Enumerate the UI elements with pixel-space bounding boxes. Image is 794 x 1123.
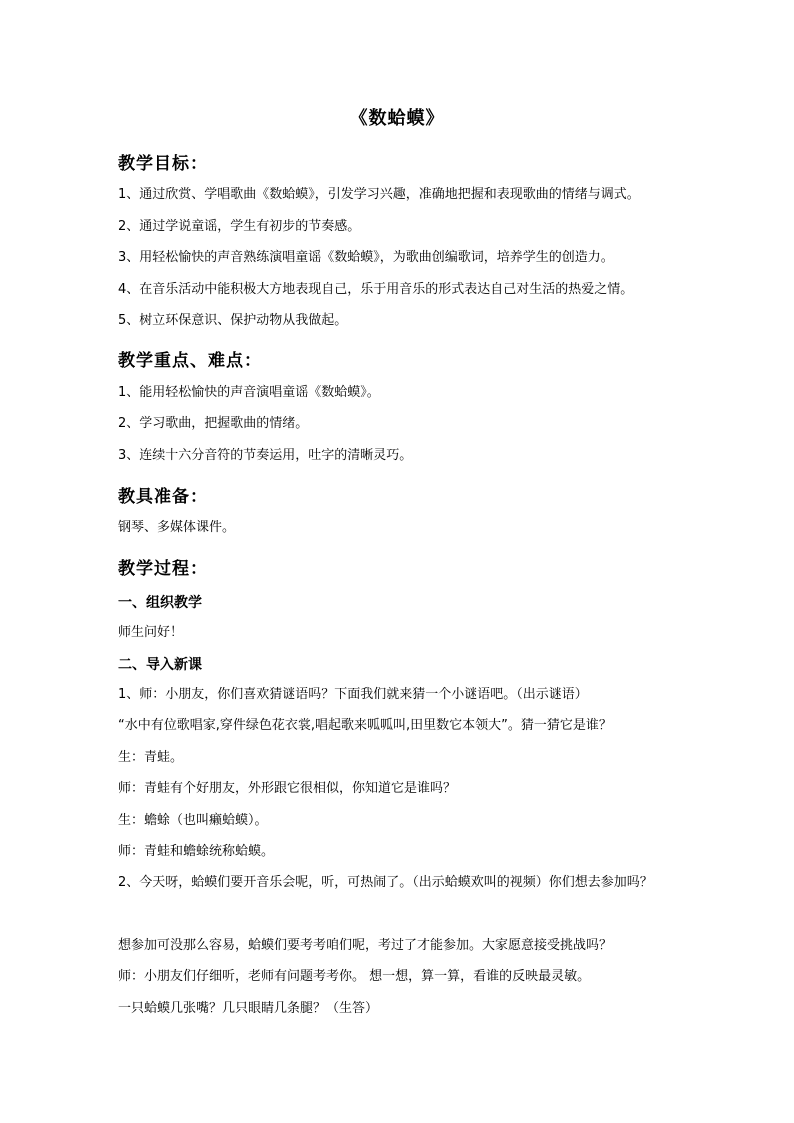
- process-line: 一只蛤蟆几张嘴？几只眼睛几条腿？（生答）: [118, 1001, 379, 1016]
- heading-materials: 教具准备：: [118, 487, 208, 507]
- subheading-intro: 二、导入新课: [118, 657, 202, 673]
- heading-teaching-process: 教学过程：: [118, 559, 208, 579]
- goal-item: 5、树立环保意识、保护动物从我做起。: [118, 313, 348, 328]
- key-point-item: 3、连续十六分音符的节奏运用，吐字的清晰灵巧。: [118, 448, 413, 463]
- process-line: 生：蟾蜍（也叫癞蛤蟆）。: [118, 813, 268, 828]
- goal-item: 2、通过学说童谣，学生有初步的节奏感。: [118, 219, 361, 234]
- process-line: 师：小朋友们仔细听，老师有问题考考你。 想一想，算一算，看谁的反映最灵敏。: [118, 969, 591, 984]
- process-line: 2、今天呀，蛤蟆们要开音乐会呢，听，可热闹了。（出示蛤蟆欢叫的视频）你们想去参加吗？: [118, 875, 653, 890]
- process-line: 想参加可没那么容易，蛤蟆们要考考咱们呢，考过了才能参加。大家愿意接受挑战吗？: [118, 938, 613, 953]
- process-line: 生：青蛙。: [118, 750, 184, 765]
- process-line: 师：青蛙和蟾蜍统称蛤蟆。: [118, 844, 275, 859]
- goal-item: 1、通过欣赏、学唱歌曲《数蛤蟆》，引发学习兴趣，准确地把握和表现歌曲的情绪与调式。: [118, 187, 640, 202]
- materials-text: 钢琴、多媒体课件。: [118, 520, 236, 535]
- key-point-item: 2、学习歌曲，把握歌曲的情绪。: [118, 416, 309, 431]
- process-text: 师生问好！: [118, 625, 184, 640]
- process-line: 师：青蛙有个好朋友，外形跟它很相似，你知道它是谁吗？: [118, 781, 457, 796]
- goal-item: 4、在音乐活动中能积极大方地表现自己，乐于用音乐的形式表达自己对生活的热爱之情。: [118, 282, 634, 297]
- heading-teaching-goals: 教学目标：: [118, 154, 208, 174]
- heading-key-points: 教学重点、难点：: [118, 351, 262, 371]
- document-title: 《数蛤蟆》: [349, 108, 445, 129]
- goal-item: 3、用轻松愉快的声音熟练演唱童谣《数蛤蟆》，为歌曲创编歌词，培养学生的创造力。: [118, 250, 614, 265]
- process-line: 1、师：小朋友，你们喜欢猜谜语吗？下面我们就来猜一个小谜语吧。（出示谜语）: [118, 687, 588, 702]
- subheading-organize: 一、组织教学: [118, 595, 202, 611]
- process-line: “水中有位歌唱家,穿件绿色花衣裳,唱起歌来呱呱叫,田里数它本领大”。猜一猜它是谁？: [118, 718, 612, 733]
- key-point-item: 1、能用轻松愉快的声音演唱童谣《数蛤蟆》。: [118, 385, 380, 400]
